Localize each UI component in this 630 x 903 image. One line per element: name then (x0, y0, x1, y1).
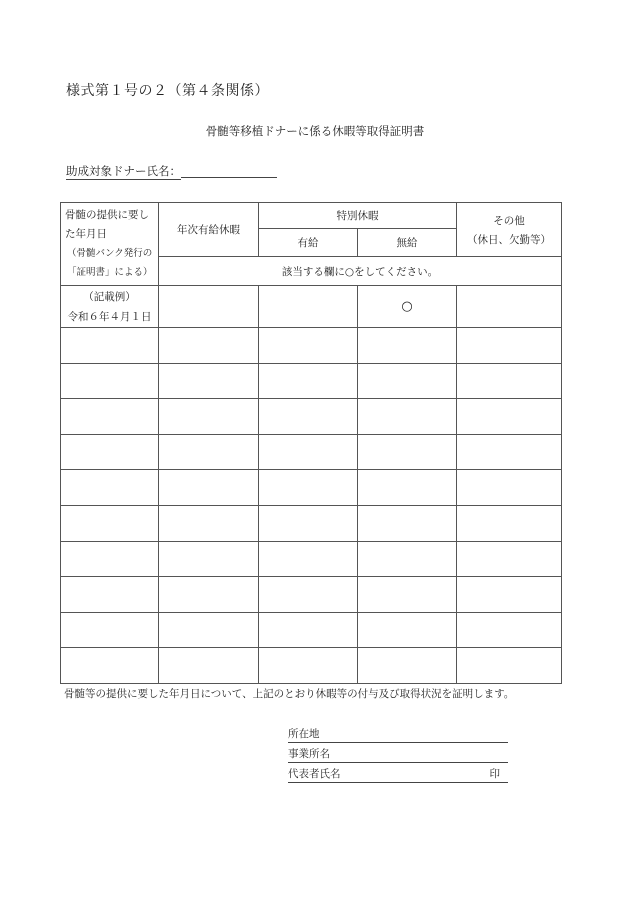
representative-name-field[interactable] (288, 767, 508, 783)
row-unpaid-cell[interactable] (358, 328, 457, 364)
example-circle-mark: ○ (401, 299, 413, 314)
date-header-line-4: 「証明書」による） (67, 267, 153, 278)
form-number: 様式第１号の２（第４条関係） (66, 83, 269, 99)
row-date-cell[interactable] (61, 399, 159, 435)
row-unpaid-cell[interactable] (358, 577, 457, 613)
row-other-cell[interactable] (457, 577, 562, 613)
annual-leave-header: 年次有給休暇 (159, 203, 259, 257)
example-date-cell (61, 286, 159, 328)
row-date-cell[interactable] (61, 434, 159, 470)
row-paid-cell[interactable] (259, 577, 358, 613)
row-unpaid-cell[interactable] (358, 434, 457, 470)
row-other-cell[interactable] (457, 648, 562, 684)
table-row (61, 577, 562, 613)
example-unpaid-cell (358, 286, 457, 328)
special-leave-header: 特別休暇 (259, 203, 457, 229)
example-other-cell (457, 286, 562, 328)
row-annual-cell[interactable] (159, 577, 259, 613)
example-annual-cell (159, 286, 259, 328)
row-date-cell[interactable] (61, 328, 159, 364)
address-field[interactable] (288, 727, 508, 743)
table-row (61, 470, 562, 506)
row-other-cell[interactable] (457, 612, 562, 648)
row-paid-cell[interactable] (259, 612, 358, 648)
document-title: 骨髄等移植ドナーに係る休暇等取得証明書 (205, 124, 425, 138)
row-other-cell[interactable] (457, 505, 562, 541)
other-header-line-2: （休日、欠勤等） (467, 233, 551, 246)
row-other-cell[interactable] (457, 541, 562, 577)
row-unpaid-cell[interactable] (358, 505, 457, 541)
row-unpaid-cell[interactable] (358, 541, 457, 577)
row-date-cell[interactable] (61, 505, 159, 541)
row-date-cell[interactable] (61, 470, 159, 506)
row-unpaid-cell[interactable] (358, 612, 457, 648)
donor-name-field[interactable] (66, 163, 277, 179)
row-annual-cell[interactable] (159, 505, 259, 541)
seal-mark: 印 (489, 768, 500, 780)
row-annual-cell[interactable] (159, 399, 259, 435)
row-paid-cell[interactable] (259, 363, 358, 399)
row-other-cell[interactable] (457, 399, 562, 435)
row-date-cell[interactable] (61, 363, 159, 399)
row-other-cell[interactable] (457, 328, 562, 364)
table-row (61, 363, 562, 399)
row-date-cell[interactable] (61, 648, 159, 684)
example-date: 令和６年４月１日 (67, 310, 152, 323)
donor-name-blank[interactable] (181, 165, 277, 178)
row-unpaid-cell[interactable] (358, 363, 457, 399)
row-unpaid-cell[interactable] (358, 470, 457, 506)
row-paid-cell[interactable] (259, 648, 358, 684)
row-annual-cell[interactable] (159, 470, 259, 506)
row-annual-cell[interactable] (159, 328, 259, 364)
table-row (61, 541, 562, 577)
row-annual-cell[interactable] (159, 434, 259, 470)
row-annual-cell[interactable] (159, 363, 259, 399)
unpaid-header: 無給 (358, 229, 457, 257)
date-header-line-1: 骨髄の提供に要し (65, 209, 149, 221)
example-paid-cell (259, 286, 358, 328)
table-row (61, 648, 562, 684)
other-header (457, 203, 562, 257)
paid-header: 有給 (259, 229, 358, 257)
row-other-cell[interactable] (457, 470, 562, 506)
table-row (61, 399, 562, 435)
row-paid-cell[interactable] (259, 434, 358, 470)
row-paid-cell[interactable] (259, 399, 358, 435)
row-other-cell[interactable] (457, 363, 562, 399)
other-header-line-1: その他 (493, 214, 525, 227)
example-label: （記載例） (83, 290, 136, 303)
office-name-label: 事業所名 (288, 748, 330, 760)
row-paid-cell[interactable] (259, 470, 358, 506)
row-paid-cell[interactable] (259, 505, 358, 541)
row-date-cell[interactable] (61, 612, 159, 648)
table-row (61, 612, 562, 648)
leave-record-table (60, 202, 562, 684)
instruction-cell: 該当する欄に○をしてください。 (159, 257, 562, 286)
table-row (61, 328, 562, 364)
row-date-cell[interactable] (61, 577, 159, 613)
row-unpaid-cell[interactable] (358, 399, 457, 435)
address-label: 所在地 (288, 728, 320, 740)
row-unpaid-cell[interactable] (358, 648, 457, 684)
date-header-line-3: （骨髄バンク発行の (67, 248, 153, 259)
row-date-cell[interactable] (61, 541, 159, 577)
table-row (61, 505, 562, 541)
row-paid-cell[interactable] (259, 328, 358, 364)
row-other-cell[interactable] (457, 434, 562, 470)
row-annual-cell[interactable] (159, 612, 259, 648)
date-column-header (61, 203, 159, 286)
donor-name-label: 助成対象ドナー氏名： (66, 164, 181, 178)
table-row (61, 434, 562, 470)
date-header-line-2: た年月日 (65, 228, 107, 240)
row-annual-cell[interactable] (159, 648, 259, 684)
row-annual-cell[interactable] (159, 541, 259, 577)
office-name-field[interactable] (288, 747, 508, 763)
certification-note: 骨髄等の提供に要した年月日について、上記のとおり休暇等の付与及び取得状況を証明します。 (64, 688, 515, 700)
representative-name-label: 代表者氏名 (288, 768, 341, 780)
row-paid-cell[interactable] (259, 541, 358, 577)
